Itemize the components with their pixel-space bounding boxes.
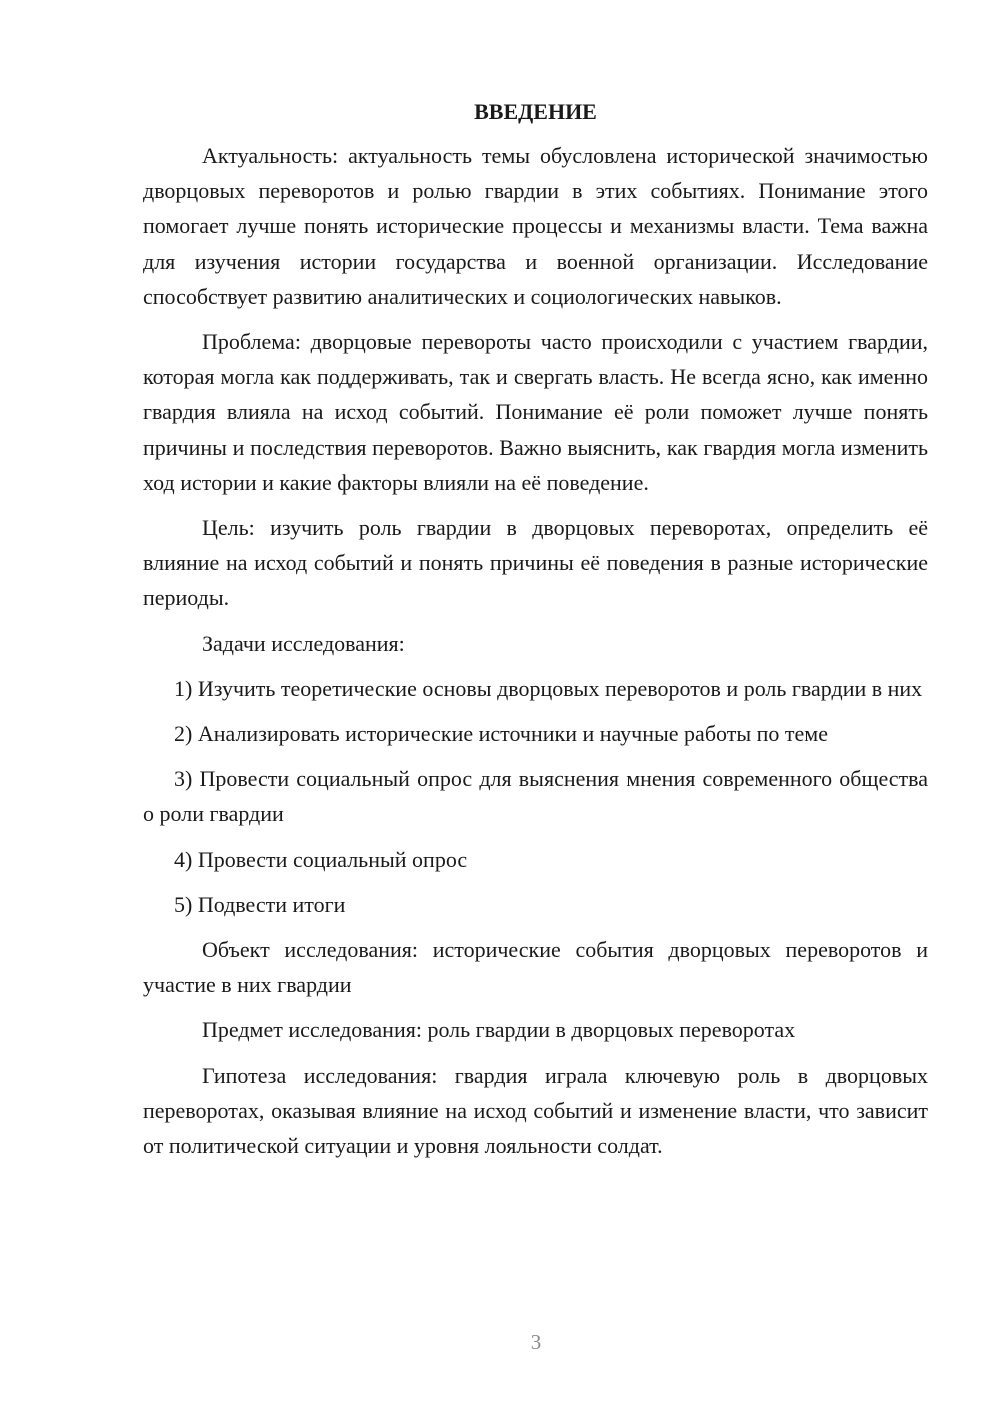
task-item-1: 1) Изучить теоретические основы дворцовых переворотов и роль гвардии в них [174, 675, 923, 701]
page-title: ВВЕДЕНИЕ [474, 99, 597, 124]
goal-paragraph: Цель: изучить роль гвардии в дворцовых переворотах, определить её влияние на исход событий и понять причины её поведения в разные исторические периоды. [143, 515, 928, 611]
research-subject-paragraph: Предмет исследования: роль гвардии в дворцовых переворотах [202, 1017, 796, 1043]
problem-paragraph: Проблема: дворцовые перевороты часто происходили с участием гвардии, которая могла как поддерживать, так и свергать власть. Не всегда ясно, как именно гвардия влияла на исход событий. Понимание её роли поможет лучше понять причины и последствия переворотов. Важно выяснить, как гвардия могла изменить ход истории и какие факторы влияли на её поведение. [143, 329, 928, 495]
task-item-4: 4) Провести социальный опрос [174, 846, 468, 872]
page-content [143, 94, 928, 1173]
task-item-3: 3) Провести социальный опрос для выяснения мнения современного общества о роли гвардии [143, 766, 928, 827]
page-number: 3 [530, 1330, 542, 1354]
task-item-5: 5) Подвести итоги [174, 891, 346, 917]
relevance-paragraph: Актуальность: актуальность темы обусловлена исторической значимостью дворцовых переворотов и ролью гвардии в этих событиях. Понимание этого помогает лучше понять исторические процессы и механизмы власти. Тема важна для изучения истории государства и военной организации. Исследование способствует развитию аналитических и социологических навыков. [143, 143, 928, 309]
hypothesis-paragraph: Гипотеза исследования: гвардия играла ключевую роль в дворцовых переворотах, оказывая влияние на исход событий и изменение власти, что зависит от политической ситуации и уровня лояльности солдат. [143, 1062, 928, 1159]
task-item-2: 2) Анализировать исторические источники и научные работы по теме [174, 721, 828, 747]
tasks-heading: Задачи исследования: [202, 630, 405, 656]
research-object-paragraph: Объект исследования: исторические события дворцовых переворотов и участие в них гвардии [143, 937, 928, 998]
